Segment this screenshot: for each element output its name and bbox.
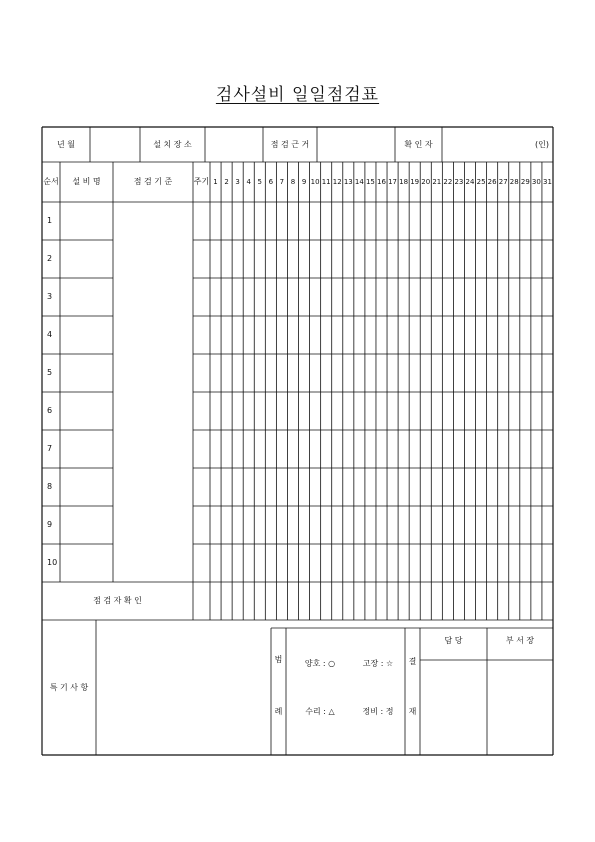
legend-repair: 수리 : △ bbox=[305, 707, 335, 716]
equipment-cell[interactable] bbox=[60, 544, 113, 582]
day-header: 18 bbox=[399, 177, 409, 186]
month-label: 년 월 bbox=[57, 139, 75, 149]
row-number: 4 bbox=[47, 330, 53, 339]
row-number: 10 bbox=[47, 558, 58, 567]
day-header: 17 bbox=[388, 177, 398, 186]
approval-manager-sign[interactable] bbox=[487, 660, 553, 755]
row-number: 3 bbox=[47, 292, 53, 301]
day-header: 1 bbox=[213, 177, 218, 186]
row-number: 1 bbox=[47, 216, 53, 225]
row-number: 5 bbox=[47, 368, 53, 377]
day-header: 19 bbox=[410, 177, 420, 186]
day-header: 2 bbox=[224, 177, 229, 186]
approval-staff-sign[interactable] bbox=[420, 660, 487, 755]
equipment-cell[interactable] bbox=[60, 354, 113, 392]
day-header: 24 bbox=[465, 177, 475, 186]
day-header: 11 bbox=[321, 177, 331, 186]
equipment-cell[interactable] bbox=[60, 430, 113, 468]
legend-side-2: 례 bbox=[274, 707, 283, 716]
legend-fault: 고장 : ☆ bbox=[362, 659, 394, 668]
equipment-cell[interactable] bbox=[60, 278, 113, 316]
approval-manager-label: 부 서 장 bbox=[505, 636, 535, 645]
day-header: 31 bbox=[542, 177, 552, 186]
day-header: 21 bbox=[432, 177, 442, 186]
location-field[interactable] bbox=[205, 127, 263, 162]
month-field[interactable] bbox=[90, 127, 140, 162]
legend-side-1: 범 bbox=[274, 655, 283, 664]
seq-header: 순서 bbox=[43, 177, 59, 186]
equipment-cell[interactable] bbox=[60, 240, 113, 278]
day-header: 22 bbox=[443, 177, 453, 186]
day-header: 14 bbox=[354, 177, 364, 186]
day-header: 3 bbox=[235, 177, 240, 186]
day-header: 9 bbox=[301, 177, 307, 186]
row-number: 2 bbox=[47, 254, 53, 263]
day-header: 26 bbox=[487, 177, 497, 186]
inspector-label: 점 검 자 확 인 bbox=[93, 596, 142, 605]
row-number: 7 bbox=[47, 444, 53, 453]
row-number: 8 bbox=[47, 482, 53, 491]
equipment-header: 설 비 명 bbox=[72, 177, 101, 186]
day-header: 23 bbox=[454, 177, 464, 186]
cycle-header: 주기 bbox=[193, 177, 210, 186]
equipment-cell[interactable] bbox=[60, 392, 113, 430]
confirmer-label: 확 인 자 bbox=[404, 139, 433, 149]
remarks-field[interactable] bbox=[96, 620, 271, 755]
day-header: 6 bbox=[268, 177, 274, 186]
standard-field[interactable] bbox=[317, 127, 395, 162]
equipment-cell[interactable] bbox=[60, 506, 113, 544]
criteria-header: 점 검 기 준 bbox=[133, 177, 173, 186]
day-header: 15 bbox=[365, 177, 375, 186]
day-header: 16 bbox=[377, 177, 386, 186]
approval-side-2: 재 bbox=[408, 707, 417, 716]
standard-label: 점 검 근 거 bbox=[270, 139, 310, 149]
day-header: 28 bbox=[509, 177, 519, 186]
day-header: 4 bbox=[246, 177, 251, 186]
legend-maintenance: 정비 : 정 bbox=[362, 707, 394, 716]
day-header: 20 bbox=[421, 177, 431, 186]
approval-staff-label: 담 당 bbox=[444, 636, 463, 645]
day-header: 27 bbox=[498, 177, 508, 186]
day-header: 29 bbox=[520, 177, 530, 186]
location-label: 설 치 장 소 bbox=[153, 139, 192, 149]
page-title: 검사설비 일일점검표 bbox=[215, 85, 380, 105]
remarks-label: 특 기 사 항 bbox=[49, 682, 89, 692]
day-header: 13 bbox=[343, 177, 353, 186]
day-header: 10 bbox=[310, 177, 320, 186]
row-number: 6 bbox=[47, 406, 53, 415]
day-header: 5 bbox=[257, 177, 263, 186]
seal-mark: (인) bbox=[535, 139, 549, 149]
equipment-cell[interactable] bbox=[60, 202, 113, 240]
day-header: 7 bbox=[279, 177, 285, 186]
day-header: 30 bbox=[531, 177, 541, 186]
equipment-cell[interactable] bbox=[60, 468, 113, 506]
legend-good: 양호 : ○ bbox=[304, 659, 336, 668]
row-number: 9 bbox=[47, 520, 53, 529]
day-header: 8 bbox=[290, 177, 296, 186]
day-header: 12 bbox=[332, 177, 342, 186]
approval-side-1: 결 bbox=[408, 657, 417, 666]
equipment-cell[interactable] bbox=[60, 316, 113, 354]
day-header: 25 bbox=[476, 177, 486, 186]
